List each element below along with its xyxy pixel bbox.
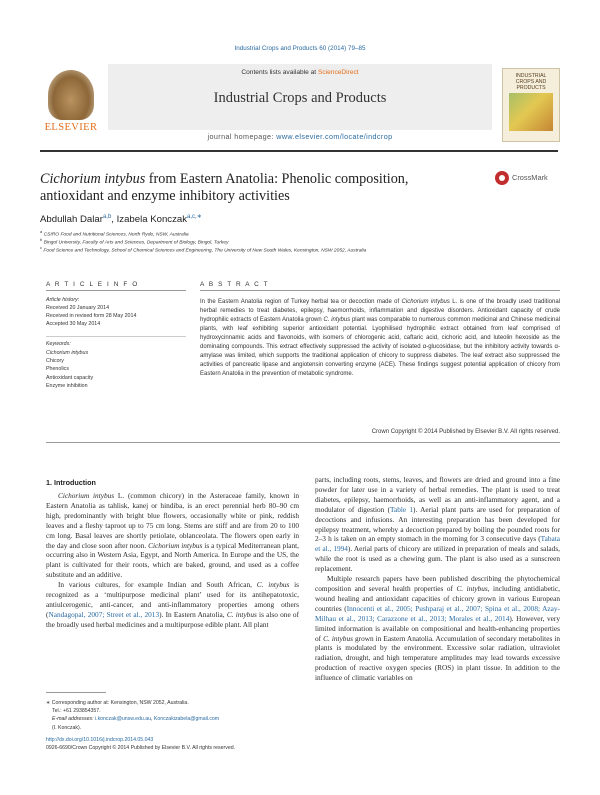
right-column <box>315 475 560 683</box>
homepage-line <box>108 132 492 141</box>
abstract-part: L. is one of the broadly used traditional herbal remedies to treat diabetes, epilepsy, haemorrhoids, inflammation and digestive disorders. Antioxidant capacity of crude hydrophilic extracts of Eastern Anatolia grown <box>200 299 560 323</box>
author1-affil[interactable]: a,b <box>102 214 112 220</box>
abstract-species: Cichorium intybus <box>401 299 450 305</box>
journal-reference[interactable]: Industrial Crops and Products 60 (2014) 79–85 <box>234 45 366 52</box>
header-divider <box>40 150 558 152</box>
article-info-rule <box>46 290 186 291</box>
corresponding-author: ∗ Corresponding author at: Kensington, NSW 2052, Australia. <box>46 700 189 706</box>
crossmark-label: CrossMark <box>512 173 548 182</box>
keyword-item: Phenolics <box>46 366 69 372</box>
keyword-item: Enzyme inhibition <box>46 383 88 389</box>
abstract-species: C. intybus <box>323 316 351 323</box>
journal-banner <box>108 64 492 130</box>
elsevier-tree-icon <box>48 70 94 120</box>
email-link[interactable]: i.konczak@unsw.edu.au <box>94 716 151 723</box>
paragraph-text: ). However, very limited information is available on compositional and health-enhancing properties of <box>315 613 560 643</box>
paragraph-text: is also one of the broadly used herbal medicines and a multipurpose edible plant. All plant <box>46 609 299 629</box>
elsevier-logo <box>40 70 102 138</box>
sciencedirect-link[interactable]: ScienceDirect <box>317 69 359 76</box>
info-divider <box>46 336 186 337</box>
affil-c-text: Food Science and Technology, School of Chemical Sciences and Engineering, The University of New South Wales, Kensington, NSW 2052, Australia <box>43 248 367 254</box>
citation-link[interactable]: Tabata et al., 1994 <box>315 534 560 554</box>
cover-image <box>509 93 553 131</box>
email-label: E-mail addresses: <box>52 716 95 723</box>
author-list <box>40 213 202 225</box>
crossmark-icon <box>495 171 509 185</box>
species-name: C. intybus <box>456 583 488 593</box>
email-link[interactable]: Konczakizabela@gmail.com <box>153 716 220 723</box>
publisher-name: ELSEVIER <box>44 122 98 133</box>
keyword-item: Antioxidant capacity <box>46 375 94 381</box>
article-title <box>40 171 460 205</box>
issn-line: 0926-6690/Crown Copyright © 2014 Published by Elsevier B.V. All rights reserved. <box>46 745 236 752</box>
journal-title: Industrial Crops and Products <box>213 90 387 106</box>
table-link[interactable]: Table 1 <box>390 504 414 514</box>
email-line <box>46 715 299 723</box>
species-name: Cichorium intybus <box>148 540 203 550</box>
paragraph-text: L. (common chicory) in the Asteraceae family, known in Eastern Anatolia as tahlisk, kanej or hindiba, is an erect perennial herb 80–90 cm high, predominantly with bright blue flowers, occasionally white or pink, reddish leaves and a fleshy taproot up to 75 cm long. Stems are stiff and are from 20 to 100 cm long. Basal leaves are shortly petiolate, oblanceolata. The flowers open early in the day and close soon after noon. <box>46 491 299 550</box>
title-rest: from Eastern Anatolia: Phenolic composition, antioxidant and enzyme inhibitory activities <box>40 171 409 204</box>
paragraph-text: , including antidiabetic, wound healing and antioxidant capacities of chicory grown in various European countries ( <box>315 583 560 613</box>
affil-b-mark: b <box>40 237 43 242</box>
doi-link[interactable]: http://dx.doi.org/10.1016/j.indcrop.2014.05.043 <box>46 736 154 743</box>
species-name: C. intybus <box>226 609 257 619</box>
keyword-item: Chicory <box>46 358 64 364</box>
species-name: C. intybus <box>323 633 353 643</box>
paragraph-text: ). In Eastern Anatolia, <box>159 609 227 619</box>
abstract-bottom-rule <box>46 442 560 443</box>
homepage-link[interactable]: www.elsevier.com/locate/indcrop <box>276 132 393 141</box>
footnotes <box>46 699 299 752</box>
intro-paragraph <box>315 475 560 574</box>
footnote-rule <box>46 692 106 693</box>
abstract-rule <box>200 290 560 291</box>
paragraph-text: Multiple research papers have been published describing the phytochemical composition and several health properties of <box>315 574 560 593</box>
crossmark-badge[interactable] <box>495 170 555 188</box>
contents-line <box>108 69 492 76</box>
email-separator: , <box>151 716 154 723</box>
accepted-date: Accepted 30 May 2014 <box>46 321 101 327</box>
citation-link[interactable]: Nandagopal, 2007; Street et al., 2013 <box>48 609 160 619</box>
affil-b-text: Bingol University, Faculty of Arts and Sciences, Department of Biology, Bingol, Turkey <box>43 240 229 246</box>
title-species: Cichorium intybus <box>40 171 146 187</box>
cover-title: INDUSTRIAL CROPS AND PRODUCTS <box>515 73 547 91</box>
revised-date: Received in revised form 28 May 2014 <box>46 313 137 319</box>
author-dalar[interactable]: Abdullah Dalar <box>40 214 103 226</box>
contents-prefix: Contents lists available at <box>241 69 318 76</box>
introduction-heading: 1. Introduction <box>46 478 96 487</box>
author-separator: , <box>111 214 117 226</box>
author2-affil[interactable]: a,c,∗ <box>187 214 202 220</box>
species-name: C. intybus <box>256 580 290 590</box>
intro-paragraph <box>46 491 299 580</box>
journal-masthead <box>40 64 558 148</box>
paragraph-text: grown in Eastern Anatolia. Accumulation of secondary metabolites in plants is modulated by the environment. Excessive solar radiation, ultraviolet radiation, drought, and high temperature amplitudes may lead towards excessive production of reactive oxygen species (ROS) in plant tissue. In addition to the influence of climatic variables on <box>315 633 561 683</box>
keywords-label: Keywords: <box>46 341 71 347</box>
affiliation-c <box>40 245 558 254</box>
affil-c-mark: c <box>40 245 42 250</box>
received-date: Received 20 January 2014 <box>46 305 110 311</box>
author-konczak[interactable]: Izabela Konczak <box>116 214 188 226</box>
homepage-prefix: journal homepage: <box>207 132 277 141</box>
species-name: Cichorium intybus <box>58 491 115 500</box>
telephone: Tel.: +61 293854357. <box>52 708 101 715</box>
paragraph-text: is a typical Mediterranean plant, occurring also in Western Asia, Egypt, and North America. In Europe and the US, the plant is cultivated for their roots, which are baked, ground, and used as a coffee substitute and an additive. <box>46 540 299 580</box>
email-owner: (I. Konczak). <box>52 724 82 731</box>
abstract-part: In the Eastern Anatolia region of Turkey herbal tea or decoction made of <box>200 299 402 305</box>
intro-paragraph <box>315 574 560 683</box>
keyword-item: Cichorium intybus <box>46 350 89 356</box>
affil-a-text: CSIRO Food and Nutritional Sciences, North Ryde, NSW, Australia <box>43 232 189 238</box>
affil-a-mark: a <box>40 229 43 234</box>
article-info-heading: A R T I C L E I N F O <box>46 281 139 288</box>
paragraph-text: ). Aerial plant parts are used for preparation of decoctions and infusions. An interesting preparation has been developed for epilepsy treatment, whereby a decoction prepared by boiling the pounded roots for 2–3 h is taken on an empty stomach in the morning for 3 consecutive days ( <box>315 504 561 544</box>
history-label: Article history: <box>46 297 80 303</box>
paragraph-text: is recognized as a ‘multipurpose medicinal plant’ used for its antihepatotoxic, antiulcerogenic, anti-cancer, and anti-inflammatory properties among others ( <box>46 580 299 619</box>
intro-paragraph <box>46 580 299 630</box>
citation-link[interactable]: Innocenti et al., 2005; Pushparaj et al., 2007; Spina et al., 2008; Azay-Milhau et al., 2013; Carazzone et al., 2013; Morales et al., 2014 <box>315 603 560 623</box>
left-column <box>46 491 299 630</box>
abstract-heading: A B S T R A C T <box>200 281 270 288</box>
paragraph-text: In various cultures, for example Indian and South African, <box>58 580 257 590</box>
paragraph-text: parts, including roots, stems, leaves, and flowers are dried and ground into a fine powder for later use in a variety of herbal remedies. The plant is used to treat diabetes, epilepsy, haemorrhoids, as well as an anti-inflammatory agent, and a modulator of digestion ( <box>315 475 560 514</box>
paragraph-text: ). Aerial parts of chicory are utilized in preparation of meals and salads, while the root is used as a chewing gum. The plant is also used as a sunscreen replacement. <box>315 544 560 574</box>
abstract-part: plant was comparable to numerous common medicinal and Chinese medicinal plants, with leaf exhibiting superior antioxidant potential. Lyophilised hydrophilic extract obtained from leaf comprised of hydroxycinnamic acids and flavonoids, with isomers of chlorogenic acid, caftaric acid, cichoric acid, and luteolin hexoside as the dominating compounds. This extract effectively suppressed the activity of isolated α-glucosidase, but the inhibitory activity towards α-amylase was limited, which supports the traditional application of chicory to suppress diabetes. The leaf extract also suppressed the activities of pancreatic lipase and angiotensin converting enzyme (ACE). These findings suggest potential application of chicory from Eastern Anatolia in the prevention of metabolic syndrome. <box>200 316 560 377</box>
abstract-body <box>200 298 560 379</box>
journal-cover-thumbnail[interactable] <box>502 68 560 142</box>
abstract-copyright: Crown Copyright © 2014 Published by Elsevier B.V. All rights reserved. <box>371 429 560 435</box>
